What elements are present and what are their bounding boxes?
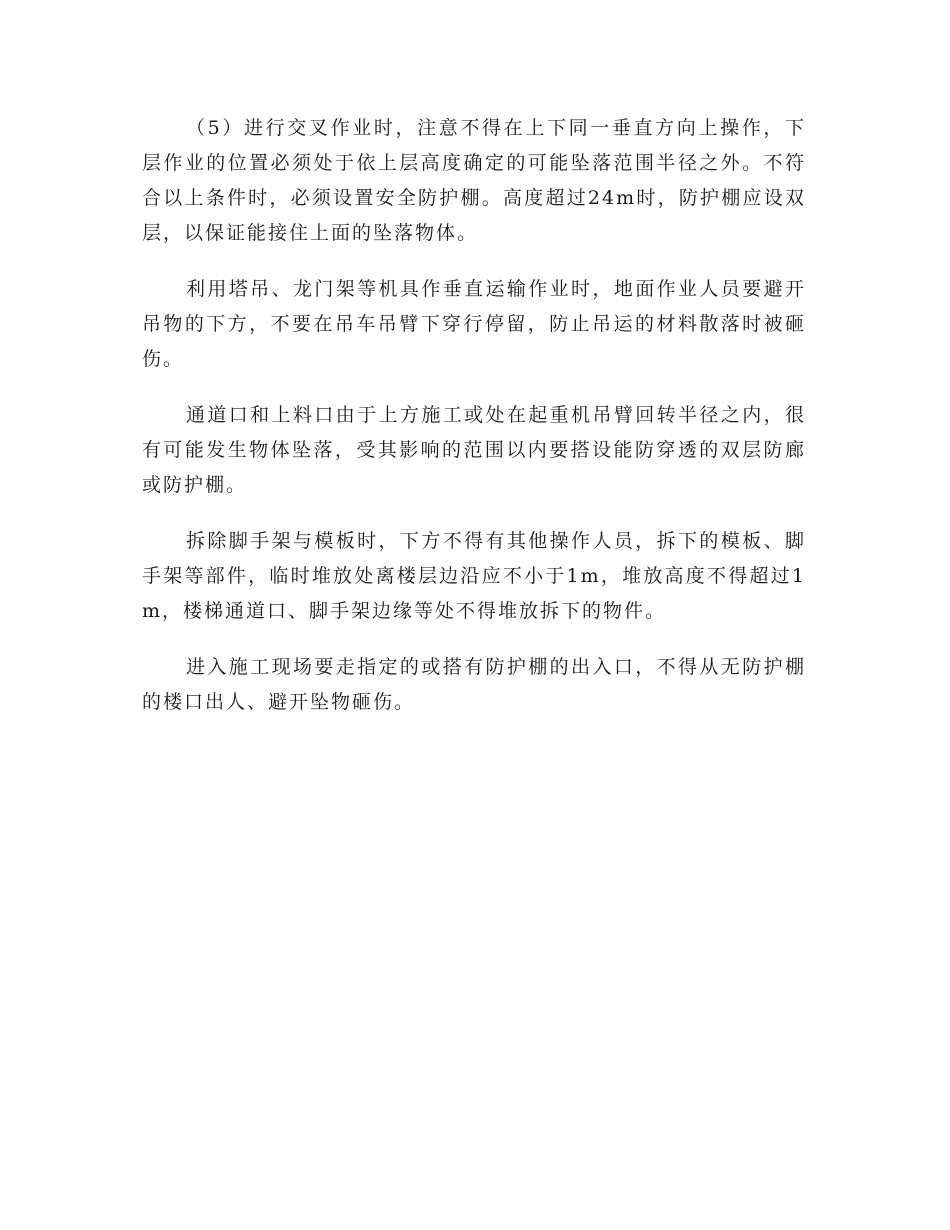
paragraph-cross-operation: （5）进行交叉作业时，注意不得在上下同一垂直方向上操作，下层作业的位置必须处于依上层高度确定的可能坠落范围半径之外。不符合以上条件时，必须设置安全防护棚。高度超过24m时，防护棚应设双层，以保证能接住上面的坠落物体。 (142, 117, 806, 244)
paragraph-site-entry: 进入施工现场要走指定的或搭有防护棚的出入口，不得从无防护棚的楼口出人、避开坠物砸伤。 (142, 656, 806, 713)
paragraph-vertical-transport: 利用塔吊、龙门架等机具作垂直运输作业时，地面作业人员要避开吊物的下方，不要在吊车吊臂下穿行停留，防止吊运的材料散落时被砸伤。 (142, 278, 806, 370)
document-body (142, 111, 806, 741)
paragraph-passage-entrance: 通道口和上料口由于上方施工或处在起重机吊臂回转半径之内，很有可能发生物体坠落，受其影响的范围以内要搭设能防穿透的双层防廊或防护棚。 (142, 404, 806, 496)
paragraph-scaffold-removal: 拆除脚手架与模板时，下方不得有其他操作人员，拆下的模板、脚手架等部件，临时堆放处离楼层边沿应不小于1m，堆放高度不得超过1m，楼梯通道口、脚手架边缘等处不得堆放拆下的物件。 (142, 530, 806, 622)
